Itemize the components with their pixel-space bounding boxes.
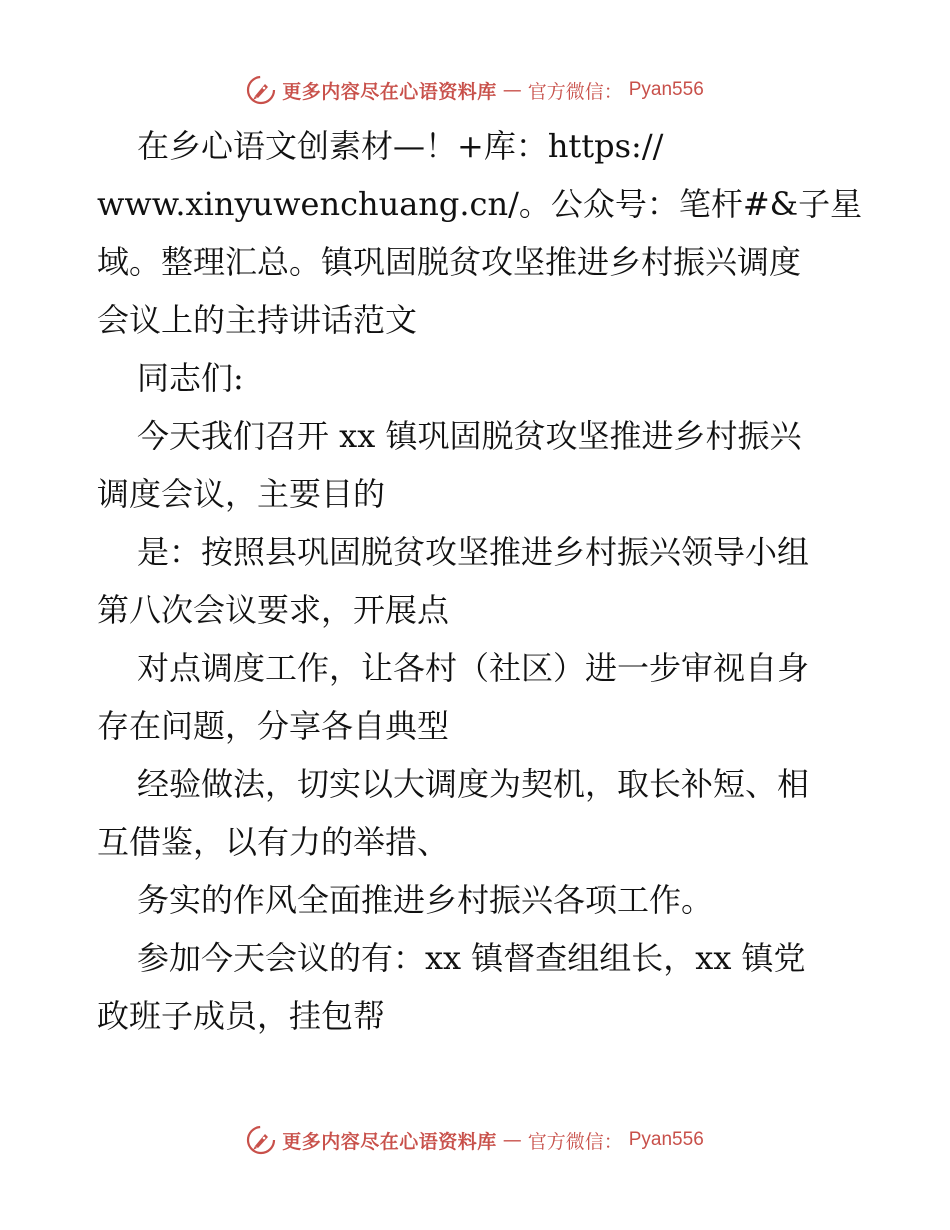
- text-line: 存在问题，分享各自典型: [97, 707, 450, 745]
- text-line: 域。整理汇总。镇巩固脱贫攻坚推进乡村振兴调度: [97, 243, 802, 281]
- text-line: 同志们:: [137, 359, 244, 397]
- text-line: 会议上的主持讲话范文: [97, 301, 418, 339]
- text-line: 第八次会议要求，开展点: [97, 591, 450, 629]
- text-line: 政班子成员，挂包帮: [97, 997, 386, 1035]
- banner-wechat-id: Pyan556: [628, 1129, 704, 1150]
- pen-nib-logo-icon: [246, 1125, 276, 1155]
- text-line: 是：按照县巩固脱贫攻坚推进乡村振兴领导小组: [137, 533, 810, 571]
- banner-main-text: 更多内容尽在心语资料库: [282, 80, 497, 103]
- text-line: 互借鉴，以有力的举措、: [97, 823, 450, 861]
- banner-dash: —: [502, 1129, 522, 1151]
- text-line: 对点调度工作，让各村（社区）进一步审视自身: [137, 649, 810, 687]
- pen-nib-logo-icon: [246, 75, 276, 105]
- banner-sub-text: 官方微信：: [527, 1130, 623, 1153]
- header-banner: [0, 70, 950, 110]
- banner-dash: —: [502, 79, 522, 101]
- banner-sub-text: 官方微信：: [527, 80, 623, 103]
- text-line: 在乡心语文创素材—！+库：https://: [137, 127, 664, 165]
- text-line: 今天我们召开 xx 镇巩固脱贫攻坚推进乡村振兴: [137, 417, 802, 455]
- banner-main-text: 更多内容尽在心语资料库: [282, 1130, 497, 1153]
- text-line: 参加今天会议的有：xx 镇督查组组长，xx 镇党: [137, 939, 806, 977]
- text-line: www.xinyuwenchuang.cn/。公众号：笔杆#&子星: [97, 185, 863, 223]
- document-body: [97, 117, 863, 1045]
- footer-banner: [0, 1120, 950, 1160]
- text-line: 经验做法，切实以大调度为契机，取长补短、相: [137, 765, 810, 803]
- text-line: 务实的作风全面推进乡村振兴各项工作。: [137, 881, 714, 919]
- text-line: 调度会议，主要目的: [97, 475, 386, 513]
- banner-wechat-id: Pyan556: [628, 79, 704, 100]
